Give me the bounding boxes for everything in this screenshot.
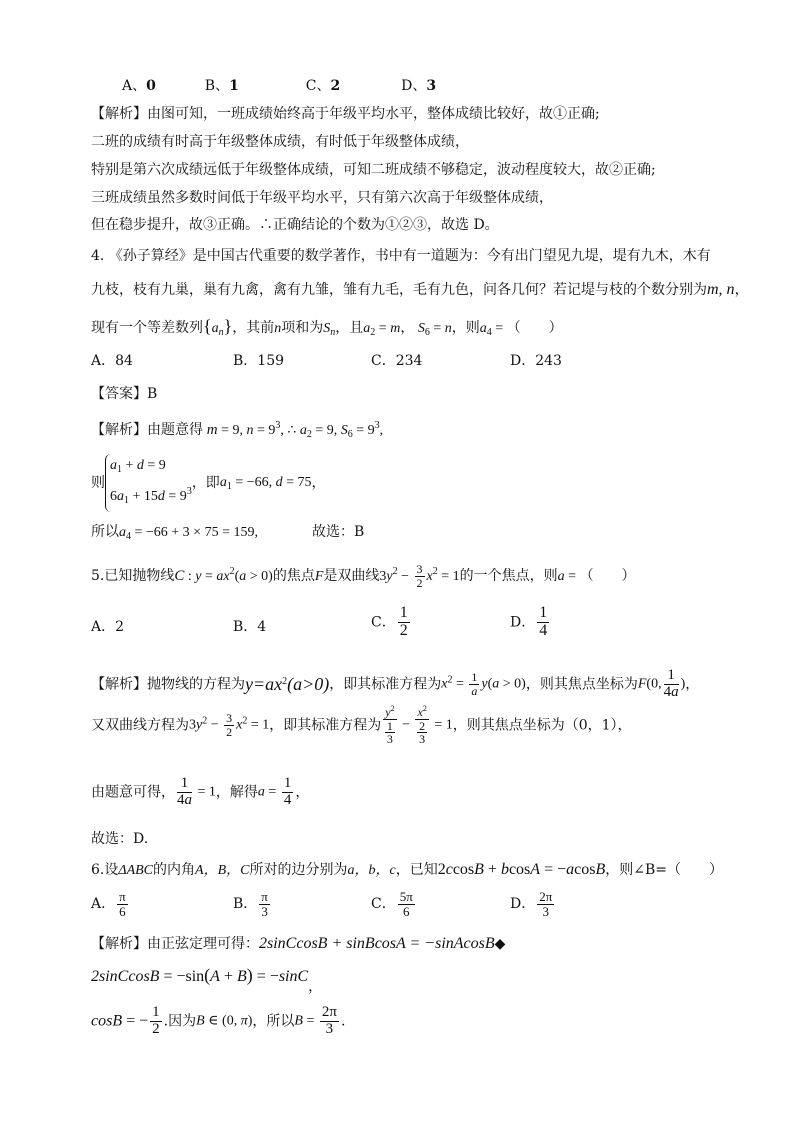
q3-analysis-line-2: 二班的成绩有时高于年级整体成绩，有时低于年级整体成绩， <box>91 134 469 150</box>
q4-stem-line-2: 九枝，枝有九巢，巢有九禽，禽有九雏，雏有九毛，毛有九色，问各几何？若记堤与枝的个数分别为m, n， <box>91 281 749 298</box>
q5-option-b: B．4 <box>233 619 267 635</box>
q4-option-a: A．84 <box>91 353 133 369</box>
q6-option-a: A． $\frac{\pi}{6}$ <box>91 889 126 919</box>
q5-analysis-line-1: 【解析】抛物线的方程为$y=ax^2(a>0)$，即其标准方程为$x^2$ = $\frac{1}{a}$ y(a > 0)，则其焦点坐标为F(0, $\frac{1}{4a}$ )， <box>91 667 700 700</box>
q3-option-a-value: 0 <box>146 78 156 94</box>
q4-option-d: D．243 <box>510 353 562 369</box>
q3-analysis-tag: 【解析】 <box>91 106 147 122</box>
q3-analysis-line-5: 但在稳步提升，故③正确。∴正确结论的个数为①②③，故选 D。 <box>91 217 499 233</box>
q4-analysis-line-2: 则 $a_1 + d = 9$ $6a_1 + 15d = 9^3$ ，即$a_1 = -66$, d = 75， <box>91 454 326 512</box>
q6-stem: 6.设ΔABC的内角A，B，C所对的边分别为a，b，c，已知2ccosB + bcosA = −acosB，则∠B=（ ） <box>91 861 723 878</box>
q3-option-c-label: C、 <box>305 78 331 94</box>
q3-option-d-label: D、 <box>401 78 427 94</box>
q5-option-d: D． $\frac{1}{4}$ <box>510 604 548 639</box>
q6-analysis-line-3: cosB = − $\frac{1}{2}$ .因为B ∈ (0, π)，所以B = $\frac{2\pi}{3}$ . <box>91 1004 346 1037</box>
q5-analysis-line-4: 故选：D. <box>91 831 149 847</box>
q4-answer: 【答案】B <box>91 386 158 402</box>
q5-analysis-line-2: 又双曲线方程为$3y^2$ − $\frac{3}{2}$ $x^2 = 1$，即其标准方程为 $\frac{y^2}{\frac{1}{3}}$ − $\frac{x^2}{\frac{2}{3}}$ = 1，则其焦点坐标为（0，1）， <box>91 704 632 747</box>
q3-options <box>122 79 436 93</box>
q3-option-c-value: 2 <box>330 78 341 94</box>
q3-option-a-label: A、 <box>122 78 147 94</box>
q4-option-b: B．159 <box>233 353 285 369</box>
q3-analysis-line-3: 特别是第六次成绩远低于年级整体成绩，可知二班成绩不够稳定，波动程度较大，故②正确; <box>91 162 656 178</box>
q6-analysis-line-1: 【解析】由正弦定理可得：2sinCcosB + sinBcosA = −sinAcosB◆ <box>91 935 506 952</box>
q5-analysis-line-3: 由题意可得， $\frac{1}{4a}$ = 1，解得a = $\frac{1}{4}$ ， <box>91 775 310 808</box>
q6-option-c: C． $\frac{5\pi}{6}$ <box>371 889 413 919</box>
q3-analysis-line-1: 【解析】由图可知，一班成绩始终高于年级平均水平，整体成绩比较好，故①正确; <box>91 106 600 122</box>
q5-stem: 5.已知抛物线C : $y = ax^2(a > 0)$的焦点F是双曲线$3y^2$ − $\frac{3}{2}$ $x^2 = 1$的一个焦点，则a = （ ） <box>91 562 636 590</box>
q4-stem-line-3: 现有一个等差数列$\{a_n\}$，其前n项和为$S_n$，且$a_2 = m$， $S_6 = n$，则$a_4$ = （ ） <box>91 316 563 338</box>
q6-option-d: D． $\frac{2\pi}{3}$ <box>510 889 553 919</box>
q4-stem-line-1: 4. 《孙子算经》是中国古代重要的数学著作，书中有一道题为：今有出门望见九堤，堤有九木，木有 <box>91 248 711 264</box>
q3-option-b-value: 1 <box>229 78 239 94</box>
q4-option-c: C．234 <box>371 353 423 369</box>
q4-analysis-line-1: 【解析】由题意得 m = 9, $n = 9^3$, ∴ $a_2 = 9$, $S_6 = 9^3$, <box>91 420 384 440</box>
q3-option-b-label: B、 <box>204 78 230 94</box>
q3-option-d-value: 3 <box>426 78 437 94</box>
q5-option-a: A．2 <box>91 619 125 635</box>
q3-analysis-line-4: 三班成绩虽然多数时间低于年级平均水平，只有第六次高于年级整体成绩， <box>91 190 553 206</box>
q5-option-c: C． $\frac{1}{2}$ <box>371 604 408 639</box>
q4-analysis-line-3: 所以$a_4 = -66 + 3 \times 75 = 159$, 故选：B <box>91 524 365 542</box>
q6-option-b: B． $\frac{\pi}{3}$ <box>233 889 268 919</box>
q6-analysis-line-2: 2sinCcosB = −sin(A + B) = −sinC， <box>91 965 323 995</box>
